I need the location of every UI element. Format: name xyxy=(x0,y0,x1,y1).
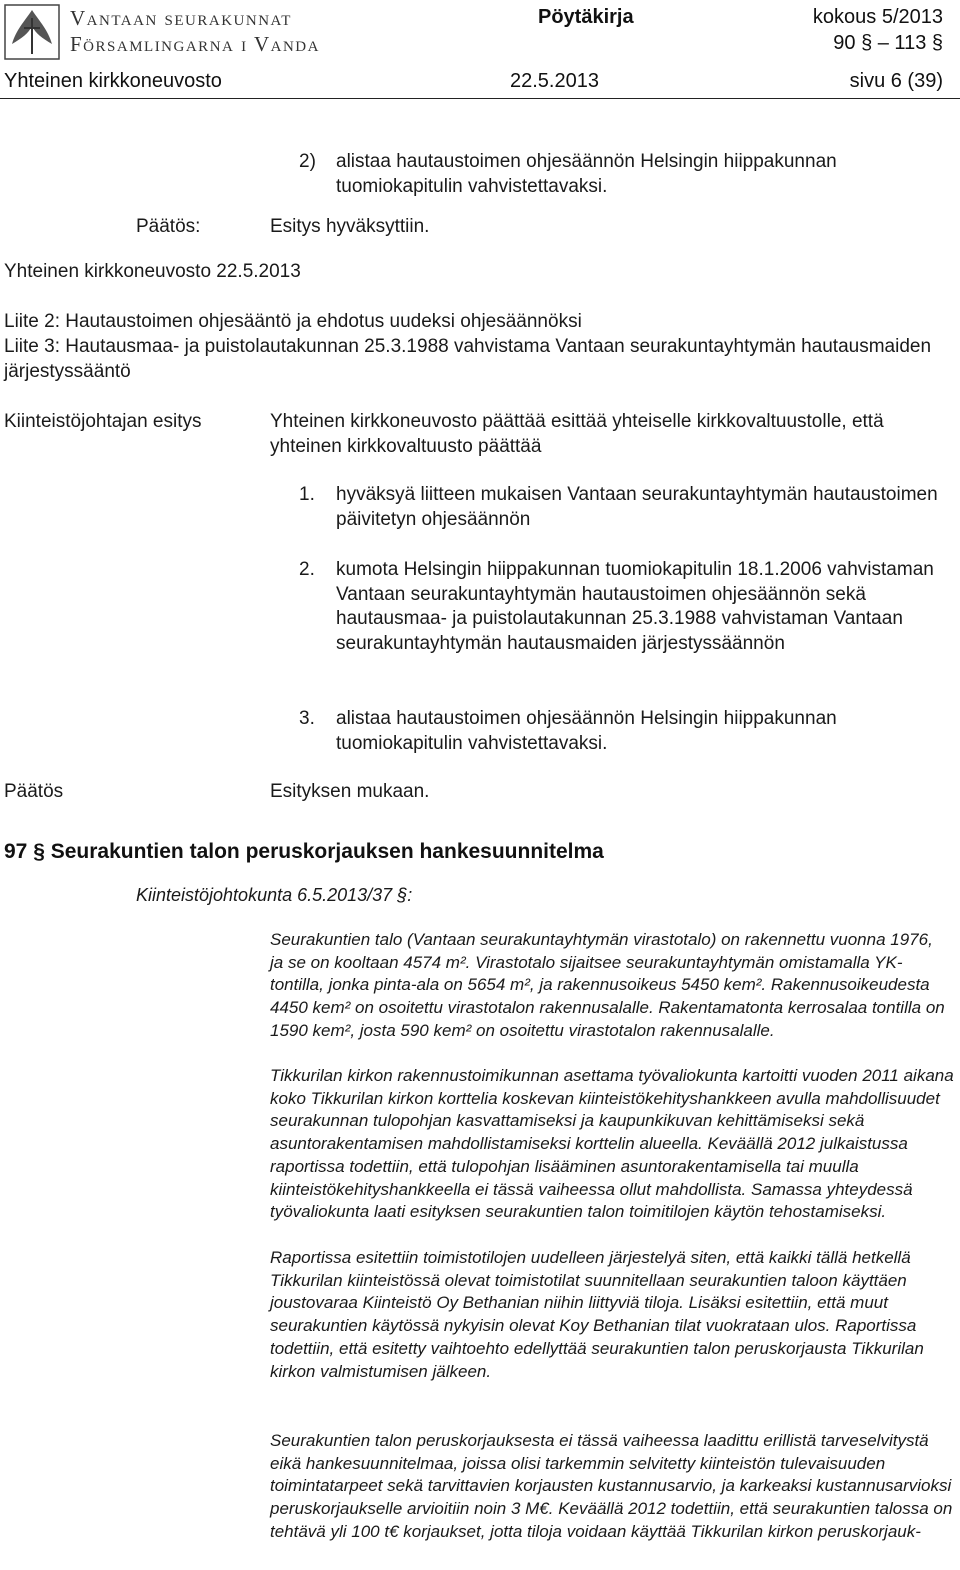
proposal-item xyxy=(299,558,954,656)
page-number: sivu 6 (39) xyxy=(849,70,943,92)
attachment-line: Liite 3: Hautausmaa- ja puistolautakunnan 25.3.1988 vahvistama Vantaan seurakuntayhtymän hautausmaiden järjestyssääntö xyxy=(4,336,932,382)
decision-text: Esityksen mukaan. xyxy=(270,781,430,802)
decision-text: Esitys hyväksyttiin. xyxy=(270,216,430,237)
parish-emblem-icon xyxy=(4,4,60,60)
body-paragraph: Seurakuntien talon peruskorjauksesta ei tässä vaiheessa laadittu erillistä tarveselvitystä eikä hankesuunnitelmaa, joissa olisi tarkemmin selvitetty kiinteistön tulevaisuuden toimintatarpeet sekä tarvittavien korjausten kustannusarvio, ja karkeaksi kustannusarvioksi peruskorjaukselle arvioitiin noin 3 M€. Keväällä 2012 todettiin, että seurakuntien talossa on tehtävä yli 100 t€ korjaukset, jotta tiloja voidaan käyttää Tikkurilan kirkon peruskorjauk- xyxy=(270,1431,953,1541)
body-paragraph: Tikkurilan kirkon rakennustoimikunnan asettama työvaliokunta kartoitti vuoden 2011 aikana koko Tikkurilan kirkon korttelia koskevan kiinteistökehityshankkeen avulla mahdollisuudet seurakunnan tulopohjan kasvattamiseksi ja kaupunkikuvan kehittämiseksi sekä asuntorakentamisen mahdollistamiseksi korttelin alueella. Keväällä 2012 julkaistussa raportissa todettiin, että tulopohjan lisääminen asuntorakentamisella tai muulla kiinteistökehityshankkeella ei tässä vaiheessa ollut mahdollista. Samassa yhteydessä työvaliokunta laati esityksen seurakuntien talon toimitilojen käytön tehostamiseksi. xyxy=(270,1066,954,1222)
proposal-item-text: kumota Helsingin hiippakunnan tuomiokapitulin 18.1.2006 vahvistaman Vantaan seurakuntayhtymän hautaustoimen ohjesäännön sekä hautausmaa- ja puistolautakunnan 25.3.1988 vahvistaman Vantaan seurakuntayhtymän hautausmaiden järjestyssäännön xyxy=(336,559,934,654)
proposal-intro: Yhteinen kirkkoneuvosto päättää esittää yhteiselle kirkkovaltuustolle, että yhteinen kirkkovaltuusto päättää xyxy=(270,411,884,457)
document-type: Pöytäkirja xyxy=(538,6,634,28)
proposal-item-text: alistaa hautaustoimen ohjesäännön Helsingin hiippakunnan tuomiokapitulin vahvistettavaksi. xyxy=(336,708,837,754)
meeting-number: kokous 5/2013 xyxy=(812,6,943,28)
proposal-item xyxy=(299,707,954,756)
section-heading: 97 § Seurakuntien talon peruskorjauksen hankesuunnitelma xyxy=(4,840,604,863)
item-text: alistaa hautaustoimen ohjesäännön Helsingin hiippakunnan tuomiokapitulin vahvistettavaksi. xyxy=(336,151,837,197)
organization-name: Yhteinen kirkkoneuvosto xyxy=(4,70,222,92)
logo-line-finnish: Vantaan seurakunnat xyxy=(70,6,292,30)
session-label: Yhteinen kirkkoneuvosto 22.5.2013 xyxy=(4,261,301,282)
decision-label: Päätös xyxy=(4,781,64,802)
proposal-item-number: 3. xyxy=(299,708,315,729)
decision-label: Päätös: xyxy=(136,216,201,237)
section-range: 90 § – 113 § xyxy=(833,32,943,54)
attachment-line: Liite 2: Hautaustoimen ohjesääntö ja ehdotus uudeksi ohjesäännöksi xyxy=(4,311,582,332)
body-paragraph: Seurakuntien talo (Vantaan seurakuntayhtymän virastotalo) on rakennettu vuonna 1976, ja se on kooltaan 4574 m². Virastotalo sijaitsee seurakuntayhtymän omistamalla YK-tontilla, jonka pinta-ala on 5654 m², ja rakennusoikeus 5450 kem². Rakennusoikeudesta 4450 kem² on osoitettu virastotalon rakennusalalle. Rakentamatonta kerrosalaa tontilla on 1590 kem², josta 590 kem² on osoitettu virastotalon rakennusalalle. xyxy=(270,930,945,1040)
proposal-item-number: 2. xyxy=(299,559,315,580)
body-paragraph: Raportissa esitettiin toimistotilojen uudelleen järjestelyä siten, että kaikki tällä hetkellä Tikkurilan kiinteistössä olevat toimistotilat suunnitellaan seurakuntien taloon käyttäen joustovaraa Kiinteistö Oy Bethanian niihin liittyviä tiloja. Lisäksi esitettiin, että muut seurakuntien käytössä nykyisin olevat Koy Bethanian tilat vuokrataan ulos. Raportissa todettiin, että esitetty vaihtoehto edellyttää seurakuntien talon peruskorjausta Tikkurilan kirkon valmistumisen jälkeen. xyxy=(270,1248,924,1381)
proposal-label: Kiinteistöjohtajan esitys xyxy=(4,411,202,432)
meeting-date: 22.5.2013 xyxy=(510,70,599,92)
section-source: Kiinteistöjohtokunta 6.5.2013/37 §: xyxy=(136,885,413,905)
proposal-item-text: hyväksyä liitteen mukaisen Vantaan seurakuntayhtymän hautaustoimen päivitetyn ohjesäännön xyxy=(336,484,938,530)
header-divider xyxy=(0,98,960,99)
proposal-item-number: 1. xyxy=(299,484,315,505)
logo-line-swedish: Församlingarna i Vanda xyxy=(70,32,320,56)
item-number: 2) xyxy=(299,151,316,172)
proposal-item xyxy=(299,483,954,532)
